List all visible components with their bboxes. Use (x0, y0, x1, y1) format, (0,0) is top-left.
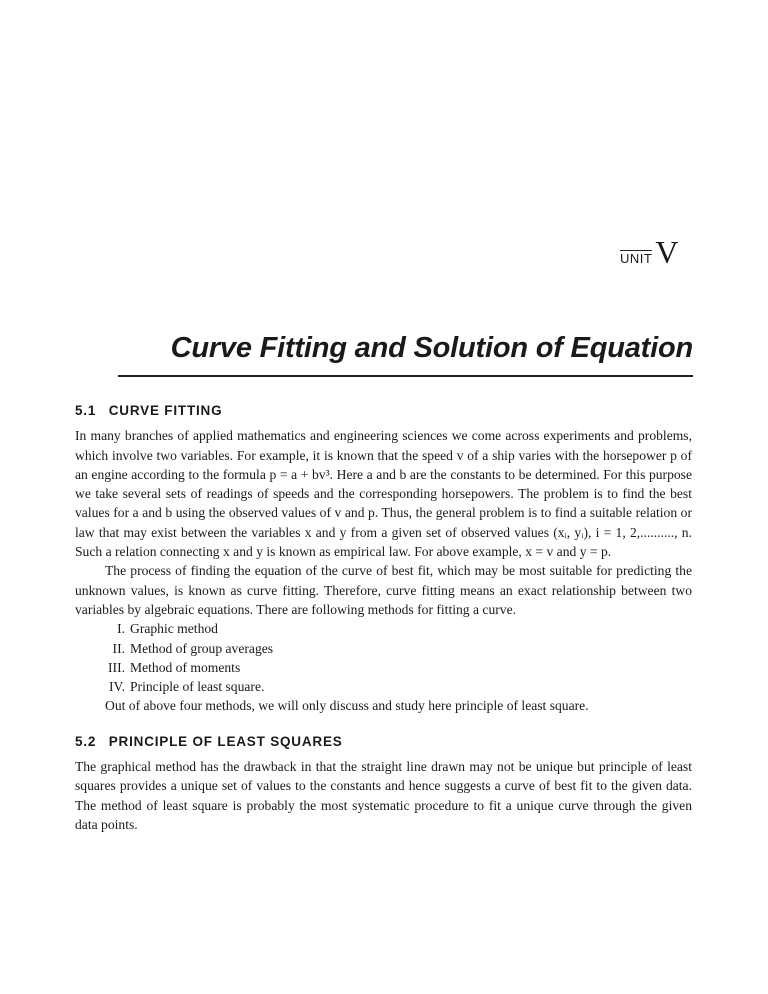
list-item (75, 639, 692, 658)
list-numeral: II. (112, 640, 125, 656)
list-item (75, 658, 692, 677)
list-numeral: III. (108, 659, 125, 675)
unit-label (620, 234, 679, 270)
list-item (75, 619, 692, 638)
list-text: Method of group averages (130, 640, 274, 656)
methods-list (75, 619, 692, 696)
paragraph: Out of above four methods, we will only discuss and study here principle of least square. (105, 698, 589, 714)
paragraph: In many branches of applied mathematics and engineering sciences we come across experiments and problems, which involve two variables. For example, it is known that the speed v of a ship varies with the horsepower p of an engine according to the formula p = a + bv³. Here a and b are the constants to be determined. For this purpose we take several sets of readings of speeds and the corresponding horsepowers. The problem is to find the best values for a and b using the observed values of v and p. Thus, the general problem is to find a suitable relation or law that may exist between the variables x and y from a given set of observed values (xᵢ, yᵢ), i = 1, 2,.........., n. Such a relation connecting x and y is known as empirical law. For above example, x = v and y = p. (75, 428, 692, 560)
unit-number: V (655, 234, 679, 270)
paragraph: The graphical method has the drawback in that the straight line drawn may not be unique but principle of least squares provides a unique set of values to the constants and hence suggests a curve of best fit to the given data. The method of least square is probably the most systematic procedure to fit a unique curve through the given data points. (75, 759, 692, 832)
section-heading-least-squares (75, 732, 692, 751)
title-rule (118, 375, 693, 377)
list-text: Principle of least square. (130, 679, 265, 695)
unit-word: UNIT (620, 251, 653, 266)
section-number: 5.2 (75, 733, 97, 749)
chapter-title: Curve Fitting and Solution of Equation (170, 332, 693, 364)
section-heading-curve-fitting (75, 401, 692, 420)
section-title: PRINCIPLE OF LEAST SQUARES (108, 733, 343, 749)
paragraph: The process of finding the equation of the curve of best fit, which may be most suitable for predicting the unknown values, is known as curve fitting. Therefore, curve fitting means an exact relationship between two variables by algebraic equations. There are following methods for fitting a curve. (75, 563, 692, 617)
section-title: CURVE FITTING (108, 403, 223, 418)
list-numeral: I. (117, 621, 125, 637)
list-text: Method of moments (130, 659, 241, 675)
section-number: 5.1 (75, 403, 97, 418)
list-text: Graphic method (130, 621, 218, 637)
list-numeral: IV. (109, 679, 125, 695)
content (75, 385, 692, 834)
list-item (75, 677, 692, 696)
